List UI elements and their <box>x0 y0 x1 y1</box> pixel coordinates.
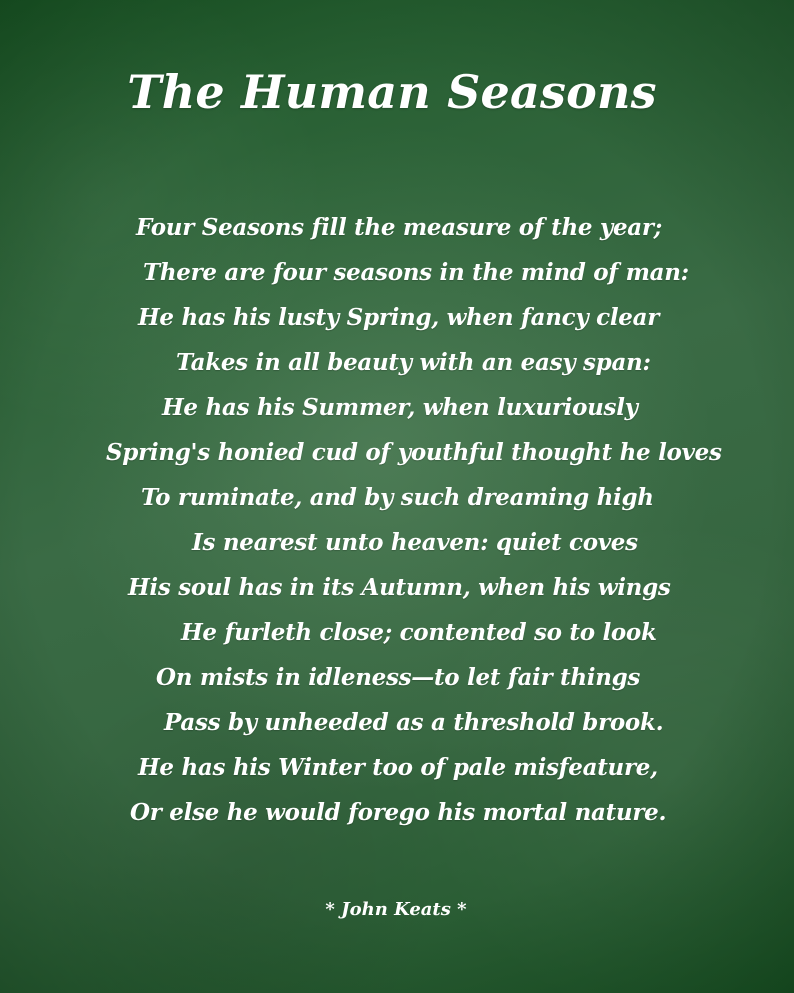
poem-line: He has his lusty Spring, when fancy clear <box>138 304 660 331</box>
poem-title: The Human Seasons <box>127 65 657 119</box>
poem-line: There are four seasons in the mind of man: <box>143 259 689 286</box>
poem-line: Takes in all beauty with an easy span: <box>176 349 651 376</box>
poem-line: He has his Summer, when luxuriously <box>162 394 638 421</box>
poem-line: Spring's honied cud of youthful thought he loves <box>106 439 722 466</box>
poem-author: * John Keats * <box>325 899 467 920</box>
poem-line: He furleth close; contented so to look <box>181 619 657 646</box>
poem-line: He has his Winter too of pale misfeature, <box>138 754 658 781</box>
poem-line: Four Seasons fill the measure of the year; <box>136 214 662 241</box>
poem-line: Pass by unheeded as a threshold brook. <box>164 709 664 736</box>
poem-line: Is nearest unto heaven: quiet coves <box>192 529 638 556</box>
poem-line: On mists in idleness—to let fair things <box>156 664 641 691</box>
poem-line: Or else he would forego his mortal nature. <box>130 799 667 826</box>
poem-line: To ruminate, and by such dreaming high <box>141 484 654 511</box>
poem-line: His soul has in its Autumn, when his wings <box>128 574 671 601</box>
